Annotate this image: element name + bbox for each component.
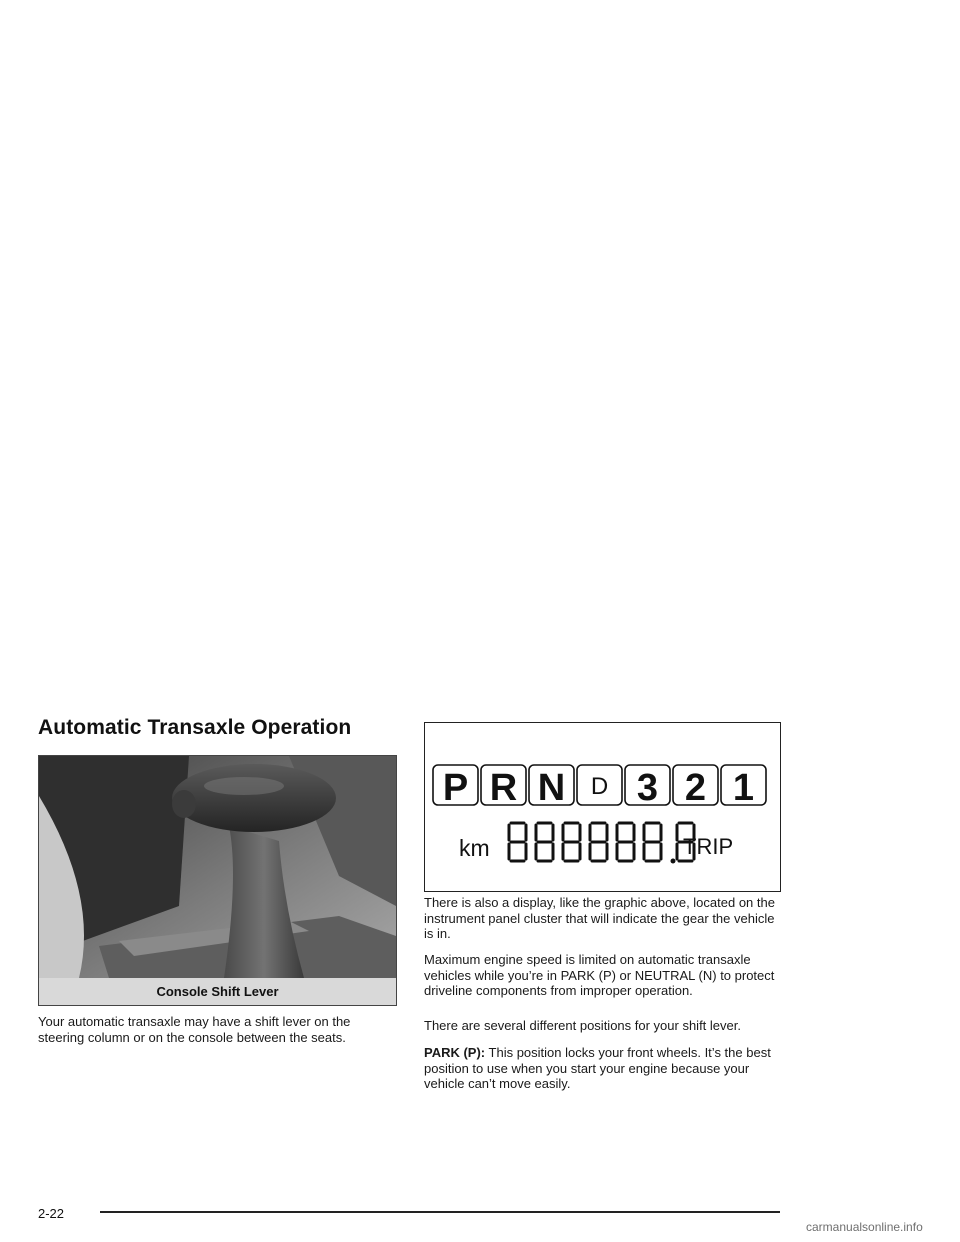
trip-label: TRIP <box>683 834 734 859</box>
gear-label-d: D <box>590 773 609 800</box>
gear-label-r: R <box>489 767 518 809</box>
gear-label-p: P <box>442 767 469 809</box>
shift-lever-illustration <box>39 756 396 978</box>
gear-display-graphic <box>424 722 781 892</box>
positions-paragraph: There are several different positions for your shift lever. <box>424 1018 741 1033</box>
gear-label-3: 3 <box>636 767 659 809</box>
odometer-decimal-point <box>671 859 676 864</box>
gear-label-2: 2 <box>684 767 707 809</box>
gear-label-1: 1 <box>732 767 755 809</box>
watermark: carmanualsonline.info <box>806 1220 923 1234</box>
prndl-indicator <box>425 723 780 891</box>
display-paragraph: There is also a display, like the graphic above, located on the instrument panel cluster that will indicate the gear the vehicle is in. <box>424 895 775 941</box>
odometer-digit <box>563 823 580 861</box>
shift-lever-photo <box>38 755 397 979</box>
odometer-digits <box>509 823 694 864</box>
figure-caption: Console Shift Lever <box>38 978 397 1006</box>
section-title: Automatic Transaxle Operation <box>38 716 352 739</box>
page-number: 2-22 <box>38 1206 65 1221</box>
gear-label-n: N <box>537 767 566 809</box>
park-description: This position locks your front wheels. It’s the best position to use when you start your engine because your vehicle can’t move easily. <box>424 1045 771 1091</box>
odometer-digit <box>536 823 553 861</box>
park-paragraph <box>424 1045 780 1092</box>
max-speed-paragraph: Maximum engine speed is limited on automatic transaxle vehicles while you’re in PARK (P) or NEUTRAL (N) to protect driveline components from improper operation. <box>424 952 775 998</box>
odometer-digit <box>617 823 634 861</box>
park-label: PARK (P): <box>424 1045 486 1060</box>
odometer-digit <box>509 823 526 861</box>
intro-paragraph: Your automatic transaxle may have a shift lever on the steering column or on the console between the seats. <box>38 1014 351 1045</box>
odometer-digit <box>644 823 661 861</box>
odometer-digit <box>590 823 607 861</box>
odometer-unit-label: km <box>459 835 490 861</box>
footer-rule <box>100 1211 780 1213</box>
